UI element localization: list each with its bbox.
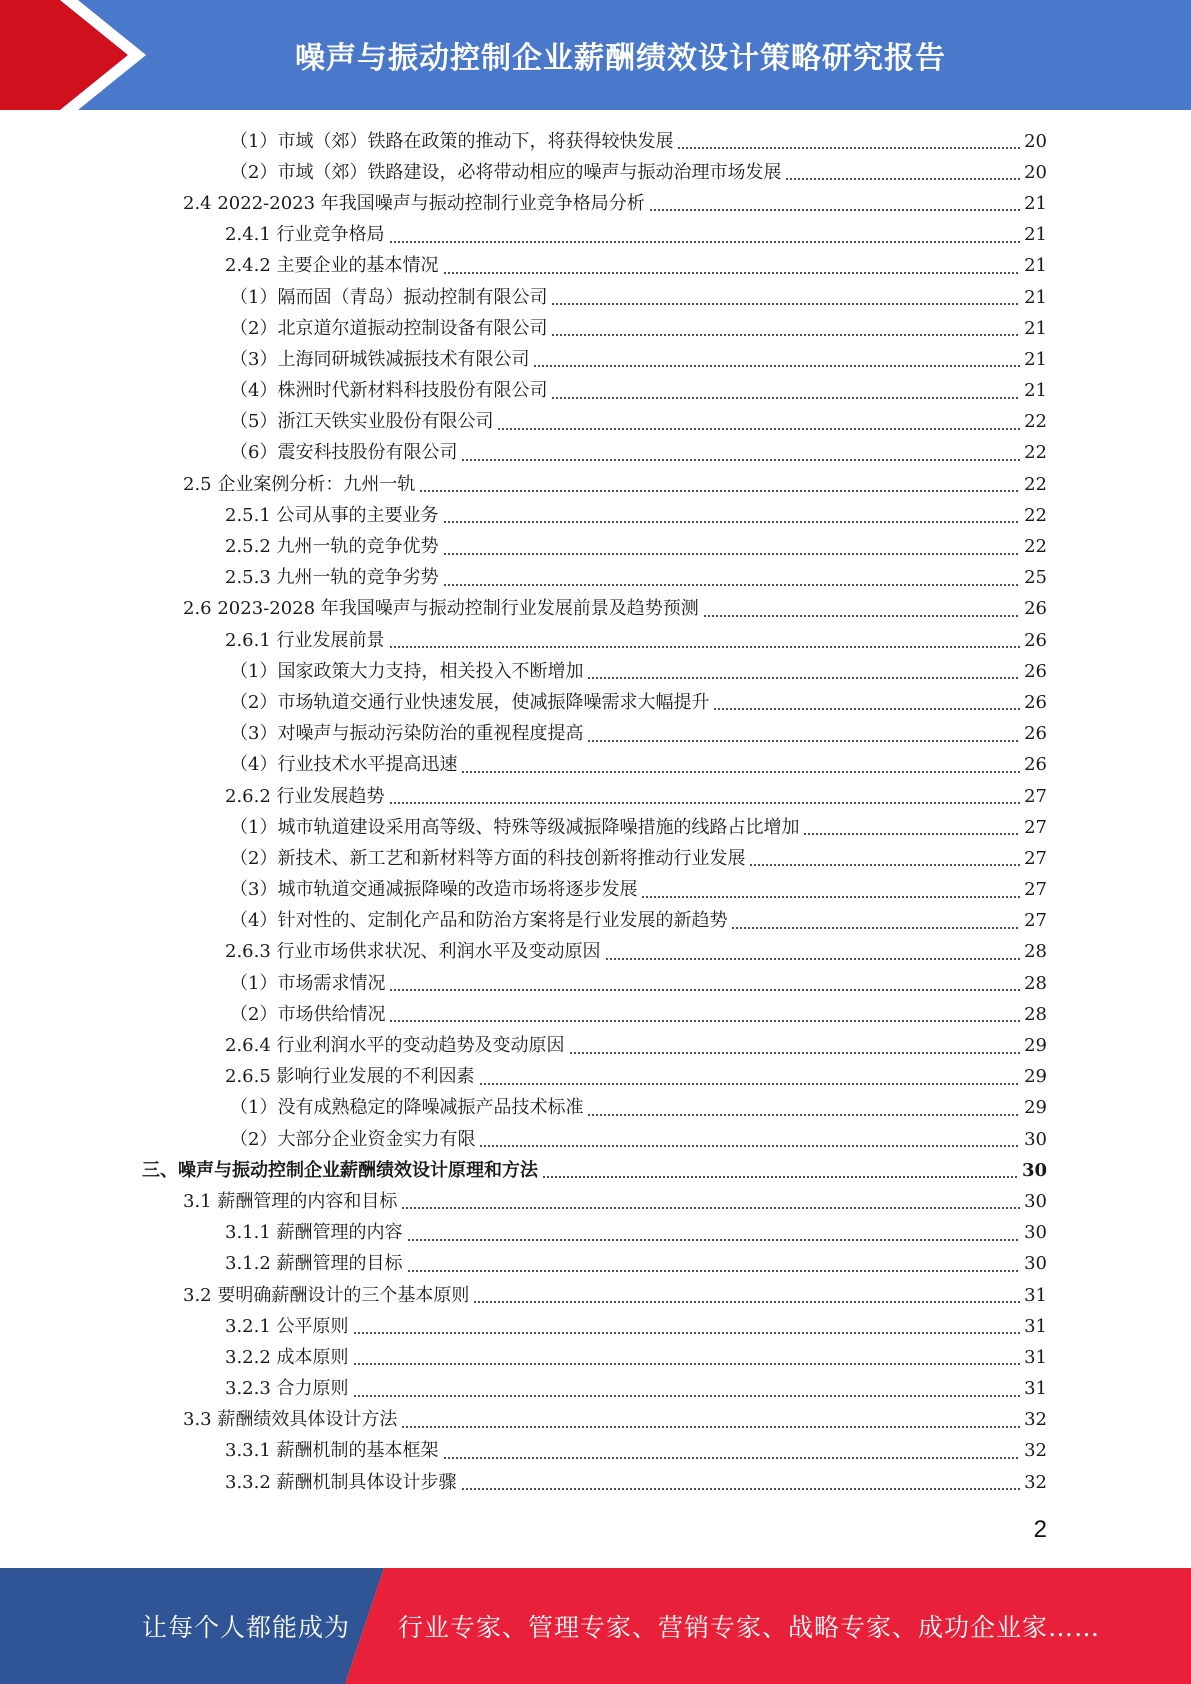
toc-entry-title: 3.3.1 薪酬机制的基本框架 xyxy=(225,1440,439,1462)
toc-entry[interactable] xyxy=(0,1218,1191,1249)
toc-entry-title: 2.6.4 行业利润水平的变动趋势及变动原因 xyxy=(225,1035,565,1057)
header-chevron-icon xyxy=(0,0,160,110)
toc-entry[interactable] xyxy=(0,1155,1191,1186)
toc-entry-page: 29 xyxy=(1024,1097,1047,1119)
toc-entry-page: 27 xyxy=(1024,910,1047,932)
toc-entry-page: 26 xyxy=(1024,629,1047,651)
toc-entry-title: 2.6 2023-2028 年我国噪声与振动控制行业发展前景及趋势预测 xyxy=(183,598,699,620)
toc-entry[interactable] xyxy=(0,1342,1191,1373)
toc-entry[interactable] xyxy=(0,220,1191,251)
toc-entry-title: （1）隔而固（青岛）振动控制有限公司 xyxy=(230,286,548,308)
toc-dot-leader xyxy=(389,1019,1020,1024)
toc-entry[interactable] xyxy=(0,719,1191,750)
toc-entry[interactable] xyxy=(0,313,1191,344)
footer-slogan-left: 让每个人都能成为 xyxy=(142,1613,351,1642)
toc-entry-title: （1）没有成熟稳定的降噪减振产品技术标准 xyxy=(230,1097,584,1119)
toc-entry[interactable] xyxy=(0,469,1191,500)
toc-dot-leader xyxy=(407,1269,1021,1274)
toc-entry[interactable] xyxy=(0,1030,1191,1061)
toc-entry-page: 22 xyxy=(1024,442,1047,464)
toc-entry-title: （2）市场供给情况 xyxy=(230,1003,386,1025)
toc-entry-title: 3.2.3 合力原则 xyxy=(225,1378,349,1400)
toc-entry-title: （2）新技术、新工艺和新材料等方面的科技创新将推动行业发展 xyxy=(230,847,746,869)
toc-entry-page: 32 xyxy=(1024,1471,1047,1493)
toc-entry-page: 31 xyxy=(1024,1315,1047,1337)
toc-entry[interactable] xyxy=(0,1062,1191,1093)
toc-dot-leader xyxy=(649,208,1020,213)
toc-dot-leader xyxy=(389,988,1020,993)
toc-entry-title: 2.5.2 九州一轨的竞争优势 xyxy=(225,536,439,558)
toc-dot-leader xyxy=(353,1362,1021,1367)
toc-entry-title: （1）市域（郊）铁路在政策的推动下，将获得较快发展 xyxy=(230,130,674,152)
toc-entry-title: （3）上海同研城铁减振技术有限公司 xyxy=(230,348,530,370)
toc-entry-page: 28 xyxy=(1024,941,1047,963)
toc-entry-page: 21 xyxy=(1024,348,1047,370)
toc-dot-leader xyxy=(641,895,1020,900)
toc-dot-leader xyxy=(587,1113,1020,1118)
toc-entry-title: 2.4 2022-2023 年我国噪声与振动控制行业竞争格局分析 xyxy=(183,192,645,214)
toc-entry[interactable] xyxy=(0,188,1191,219)
toc-entry-title: （1）国家政策大力支持，相关投入不断增加 xyxy=(230,660,584,682)
toc-dot-leader xyxy=(703,614,1020,619)
toc-entry-title: 2.6.2 行业发展趋势 xyxy=(225,785,385,807)
toc-entry[interactable] xyxy=(0,1311,1191,1342)
toc-entry-title: 2.4.2 主要企业的基本情况 xyxy=(225,255,439,277)
toc-entry-page: 27 xyxy=(1024,847,1047,869)
toc-dot-leader xyxy=(389,240,1021,245)
toc-entry-page: 31 xyxy=(1024,1346,1047,1368)
toc-entry-title: （3）城市轨道交通减振降噪的改造市场将逐步发展 xyxy=(230,879,638,901)
toc-dot-leader xyxy=(551,302,1020,307)
toc-dot-leader xyxy=(533,364,1020,369)
toc-dot-leader xyxy=(389,645,1021,650)
toc-entry[interactable] xyxy=(0,750,1191,781)
toc-dot-leader xyxy=(731,926,1020,931)
toc-entry-title: 3.1 薪酬管理的内容和目标 xyxy=(183,1190,398,1212)
toc-dot-leader xyxy=(401,1206,1020,1211)
toc-dot-leader xyxy=(479,1144,1020,1149)
toc-entry-page: 21 xyxy=(1024,192,1047,214)
toc-entry[interactable] xyxy=(0,812,1191,843)
toc-entry-page: 21 xyxy=(1024,255,1047,277)
toc-dot-leader xyxy=(785,177,1020,182)
toc-entry-title: （6）震安科技股份有限公司 xyxy=(230,442,458,464)
toc-entry-title: 2.4.1 行业竞争格局 xyxy=(225,224,385,246)
toc-entry[interactable] xyxy=(0,875,1191,906)
toc-entry-page: 30 xyxy=(1024,1253,1047,1275)
toc-entry-title: 三、噪声与振动控制企业薪酬绩效设计原理和方法 xyxy=(142,1159,538,1181)
toc-entry-page: 20 xyxy=(1024,161,1047,183)
toc-entry-page: 21 xyxy=(1024,286,1047,308)
toc-entry-page: 27 xyxy=(1024,785,1047,807)
footer-slogan-right: 行业专家、管理专家、营销专家、战略专家、成功企业家…… xyxy=(398,1613,1101,1642)
toc-dot-leader xyxy=(587,676,1020,681)
toc-entry-page: 22 xyxy=(1024,411,1047,433)
toc-dot-leader xyxy=(461,1487,1021,1492)
toc-dot-leader xyxy=(443,552,1021,557)
toc-entry[interactable] xyxy=(0,1124,1191,1155)
toc-entry-page: 22 xyxy=(1024,504,1047,526)
toc-entry-page: 32 xyxy=(1024,1409,1047,1431)
toc-entry[interactable] xyxy=(0,126,1191,157)
toc-entry[interactable] xyxy=(0,1467,1191,1498)
toc-entry-page: 27 xyxy=(1024,879,1047,901)
toc-entry[interactable] xyxy=(0,1374,1191,1405)
toc-entry-page: 28 xyxy=(1024,1003,1047,1025)
page-header xyxy=(0,0,1191,110)
toc-entry-title: （1）城市轨道建设采用高等级、特殊等级减振降噪措施的线路占比增加 xyxy=(230,816,800,838)
toc-entry[interactable] xyxy=(0,999,1191,1030)
toc-entry-page: 31 xyxy=(1024,1284,1047,1306)
toc-entry-title: （2）大部分企业资金实力有限 xyxy=(230,1128,476,1150)
toc-entry-title: 2.5.3 九州一轨的竞争劣势 xyxy=(225,567,439,589)
toc-entry[interactable] xyxy=(0,781,1191,812)
toc-entry-title: （2）市域（郊）铁路建设，必将带动相应的噪声与振动治理市场发展 xyxy=(230,161,782,183)
toc-entry-page: 30 xyxy=(1024,1222,1047,1244)
toc-entry-page: 27 xyxy=(1024,816,1047,838)
toc-dot-leader xyxy=(713,707,1020,712)
toc-entry[interactable] xyxy=(0,344,1191,375)
toc-dot-leader xyxy=(497,427,1020,432)
toc-dot-leader xyxy=(443,583,1021,588)
toc-entry[interactable] xyxy=(0,625,1191,656)
toc-entry-page: 26 xyxy=(1024,691,1047,713)
toc-dot-leader xyxy=(461,770,1020,775)
toc-entry-title: （2）北京道尔道振动控制设备有限公司 xyxy=(230,317,548,339)
toc-entry[interactable] xyxy=(0,968,1191,999)
toc-entry[interactable] xyxy=(0,157,1191,188)
toc-entry-page: 21 xyxy=(1024,317,1047,339)
toc-entry-title: （4）行业技术水平提高迅速 xyxy=(230,754,458,776)
toc-dot-leader xyxy=(443,1456,1021,1461)
toc-dot-leader xyxy=(353,1394,1021,1399)
toc-entry-title: 2.5 企业案例分析：九州一轨 xyxy=(183,473,416,495)
toc-entry-title: （4）株洲时代新材料科技股份有限公司 xyxy=(230,380,548,402)
toc-entry[interactable] xyxy=(0,937,1191,968)
toc-dot-leader xyxy=(569,1051,1021,1056)
toc-dot-leader xyxy=(443,271,1021,276)
toc-entry[interactable] xyxy=(0,531,1191,562)
toc-dot-leader xyxy=(803,832,1020,837)
toc-dot-leader xyxy=(587,739,1020,744)
toc-entry-page: 31 xyxy=(1024,1378,1047,1400)
toc-entry-title: 2.5.1 公司从事的主要业务 xyxy=(225,504,439,526)
toc-dot-leader xyxy=(443,520,1021,525)
toc-entry-page: 26 xyxy=(1024,754,1047,776)
toc-entry-title: 3.3.2 薪酬机制具体设计步骤 xyxy=(225,1471,457,1493)
toc-entry-page: 26 xyxy=(1024,723,1047,745)
toc-entry-page: 21 xyxy=(1024,380,1047,402)
toc-dot-leader xyxy=(407,1238,1021,1243)
toc-entry[interactable] xyxy=(0,1186,1191,1217)
toc-entry[interactable] xyxy=(0,906,1191,937)
toc-entry-page: 29 xyxy=(1024,1066,1047,1088)
toc-entry[interactable] xyxy=(0,1249,1191,1280)
toc-entry-title: 3.2.1 公平原则 xyxy=(225,1315,349,1337)
toc-entry[interactable] xyxy=(0,687,1191,718)
toc-entry-page: 22 xyxy=(1024,473,1047,495)
toc-dot-leader xyxy=(551,333,1020,338)
toc-dot-leader xyxy=(473,1300,1020,1305)
toc-dot-leader xyxy=(389,801,1021,806)
toc-dot-leader xyxy=(677,146,1020,151)
toc-entry-page: 29 xyxy=(1024,1035,1047,1057)
toc-entry-page: 26 xyxy=(1024,598,1047,620)
toc-entry-title: （3）对噪声与振动污染防治的重视程度提高 xyxy=(230,723,584,745)
toc-entry-page: 22 xyxy=(1024,536,1047,558)
toc-entry-page: 25 xyxy=(1024,567,1047,589)
toc-entry[interactable] xyxy=(0,376,1191,407)
page-number: 2 xyxy=(1033,1516,1047,1543)
toc-entry-title: 2.6.5 影响行业发展的不利因素 xyxy=(225,1066,475,1088)
toc-entry-title: 3.3 薪酬绩效具体设计方法 xyxy=(183,1409,398,1431)
toc-entry-page: 26 xyxy=(1024,660,1047,682)
toc-dot-leader xyxy=(401,1425,1020,1430)
toc-entry-title: 3.2 要明确薪酬设计的三个基本原则 xyxy=(183,1284,470,1306)
toc-entry[interactable] xyxy=(0,1280,1191,1311)
toc-entry[interactable] xyxy=(0,1093,1191,1124)
toc-entry-title: 2.6.1 行业发展前景 xyxy=(225,629,385,651)
toc-entry-title: （2）市场轨道交通行业快速发展，使减振降噪需求大幅提升 xyxy=(230,691,710,713)
toc-entry-title: （5）浙江天铁实业股份有限公司 xyxy=(230,411,494,433)
table-of-contents xyxy=(0,126,1191,1498)
toc-dot-leader xyxy=(419,489,1020,494)
report-title: 噪声与振动控制企业薪酬绩效设计策略研究报告 xyxy=(295,41,946,76)
toc-dot-leader xyxy=(353,1331,1021,1336)
toc-entry[interactable] xyxy=(0,407,1191,438)
toc-dot-leader xyxy=(551,396,1020,401)
toc-entry[interactable] xyxy=(0,282,1191,313)
toc-entry[interactable] xyxy=(0,843,1191,874)
toc-dot-leader xyxy=(461,458,1020,463)
toc-entry-title: 3.1.1 薪酬管理的内容 xyxy=(225,1222,403,1244)
toc-entry[interactable] xyxy=(0,1405,1191,1436)
toc-entry-page: 30 xyxy=(1024,1190,1047,1212)
toc-entry-page: 30 xyxy=(1024,1128,1047,1150)
toc-dot-leader xyxy=(749,863,1020,868)
toc-entry-title: （4）针对性的、定制化产品和防治方案将是行业发展的新趋势 xyxy=(230,910,728,932)
toc-entry-page: 21 xyxy=(1024,224,1047,246)
toc-entry[interactable] xyxy=(0,438,1191,469)
toc-dot-leader xyxy=(605,957,1021,962)
toc-entry-page: 30 xyxy=(1021,1159,1047,1181)
toc-entry-page: 28 xyxy=(1024,972,1047,994)
toc-entry-page: 20 xyxy=(1024,130,1047,152)
toc-entry-title: 3.1.2 薪酬管理的目标 xyxy=(225,1253,403,1275)
toc-dot-leader xyxy=(542,1175,1018,1180)
toc-entry-title: 2.6.3 行业市场供求状况、利润水平及变动原因 xyxy=(225,941,601,963)
toc-entry-title: （1）市场需求情况 xyxy=(230,972,386,994)
toc-entry[interactable] xyxy=(0,1436,1191,1467)
toc-entry[interactable] xyxy=(0,594,1191,625)
page-footer xyxy=(0,1568,1191,1684)
toc-entry-page: 32 xyxy=(1024,1440,1047,1462)
toc-entry[interactable] xyxy=(0,563,1191,594)
toc-entry[interactable] xyxy=(0,251,1191,282)
toc-entry[interactable] xyxy=(0,656,1191,687)
toc-entry-title: 3.2.2 成本原则 xyxy=(225,1346,349,1368)
toc-entry[interactable] xyxy=(0,500,1191,531)
toc-dot-leader xyxy=(479,1082,1021,1087)
